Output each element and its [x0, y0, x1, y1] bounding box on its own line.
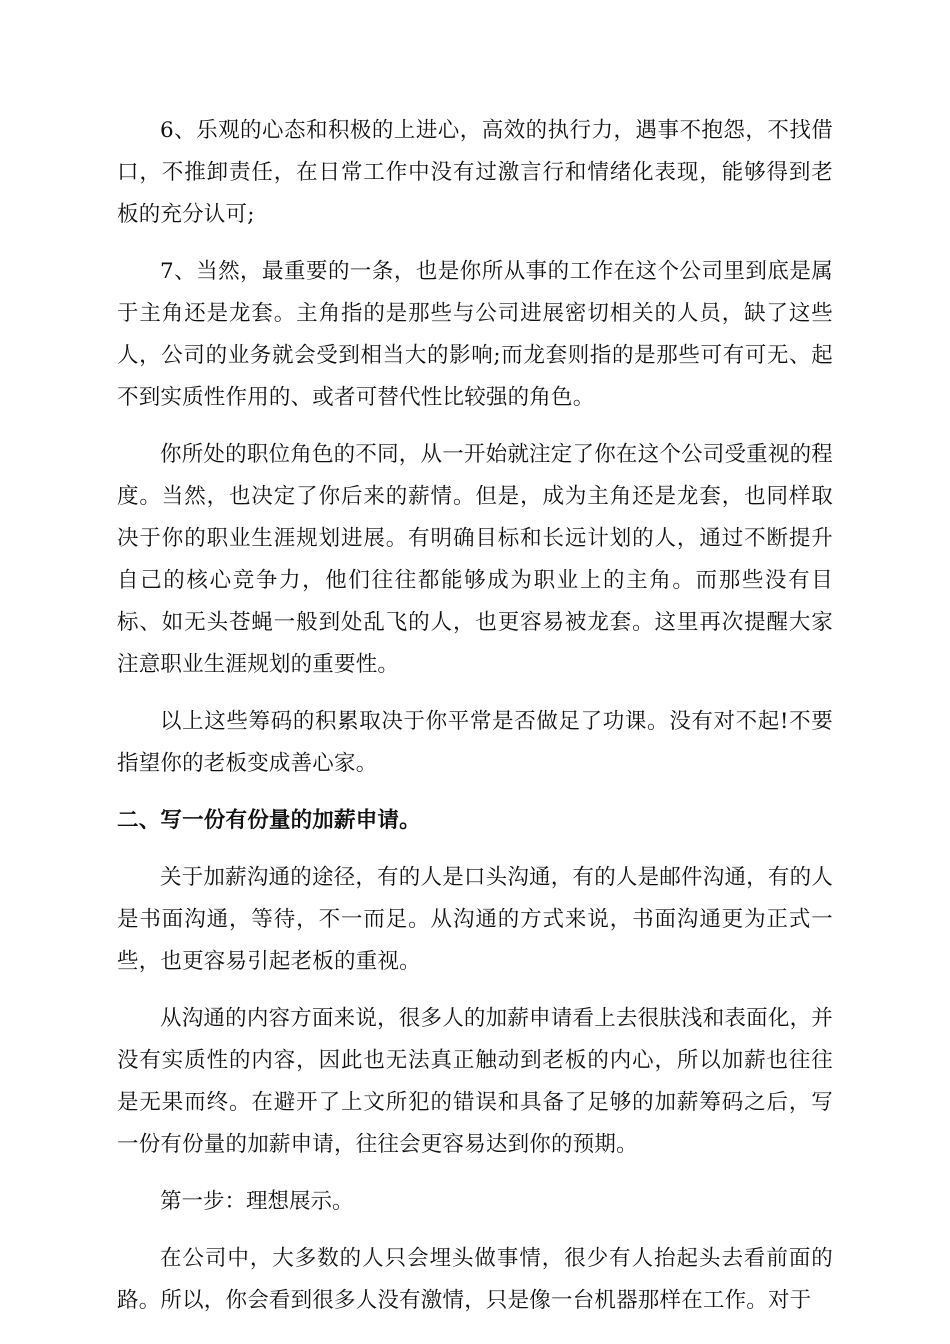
paragraph-item-6: 6、乐观的心态和积极的上进心，高效的执行力，遇事不抱怨，不找借口，不推卸责任，在日常工作中没有过激言行和情绪化表现，能够得到老板的充分认可;: [117, 118, 833, 227]
section-heading: 二、写一份有份量的加薪申请。: [117, 808, 421, 833]
paragraph-communication-channel: 关于加薪沟通的途径，有的人是口头沟通，有的人是邮件沟通，有的人是书面沟通，等待，不一而足。从沟通的方式来说，书面沟通更为正式一些，也更容易引起老板的重视。: [117, 865, 833, 974]
paragraph-item-7: 7、当然，最重要的一条，也是你所从事的工作在这个公司里到底是属于主角还是龙套。主角指的是那些与公司进展密切相关的人员，缺了这些人，公司的业务就会受到相当大的影响;而龙套则指的是那些可有可无、起不到实质性作用的、或者可替代性比较强的角色。: [117, 259, 833, 410]
document-body: [117, 110, 833, 1337]
paragraph-accumulation: 以上这些筹码的积累取决于你平常是否做足了功课。没有对不起!不要指望你的老板变成善心家。: [117, 709, 833, 776]
paragraph-last: 在公司中，大多数的人只会埋头做事情，很少有人抬起头去看前面的路。所以，你会看到很多人没有激情，只是像一台机器那样在工作。对于: [117, 1246, 833, 1313]
step-heading: 第一步：理想展示。: [160, 1189, 354, 1214]
paragraph-communication-content: 从沟通的内容方面来说，很多人的加薪申请看上去很肤浅和表面化，并没有实质性的内容，因此也无法真正触动到老板的内心，所以加薪也往往是无果而终。在避开了上文所犯的错误和具备了足够的加薪筹码之后，写一份有份量的加薪申请，往往会更容易达到你的预期。: [117, 1006, 833, 1157]
paragraph-role-importance: 你所处的职位角色的不同，从一开始就注定了你在这个公司受重视的程度。当然，也决定了你后来的薪情。但是，成为主角还是龙套，也同样取决于你的职业生涯规划进展。有明确目标和长远计划的人，通过不断提升自己的核心竞争力，他们往往都能够成为职业上的主角。而那些没有目标、如无头苍蝇一般到处乱飞的人，也更容易被龙套。这里再次提醒大家注意职业生涯规划的重要性。: [117, 442, 833, 677]
